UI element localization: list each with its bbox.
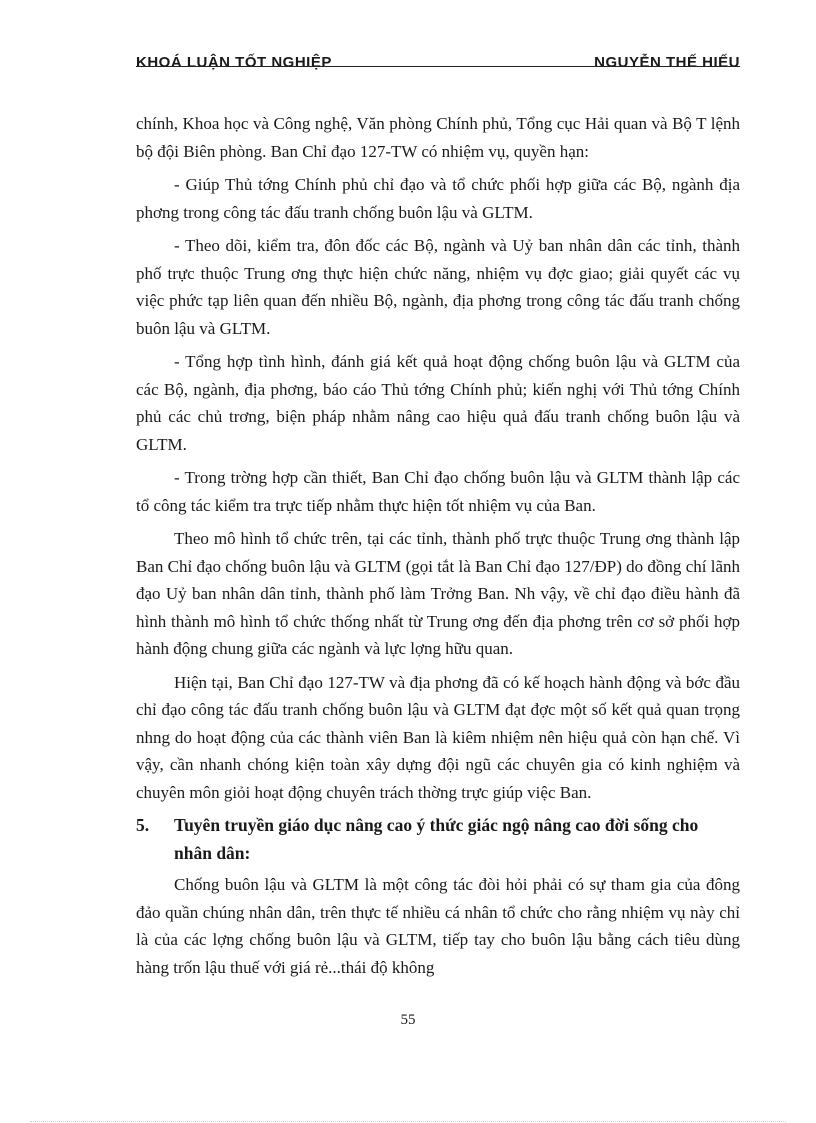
section-number: 5. [136, 815, 150, 835]
section-heading [136, 812, 740, 867]
header-thesis-title: KHOÁ LUẬN TỐT NGHIỆP [136, 54, 332, 71]
page-body [136, 110, 740, 987]
section-title: Tuyên truyền giáo dục nâng cao ý thức giác ngộ nâng cao đời sống cho nhân dân: [174, 815, 699, 863]
paragraph-continuation: chính, Khoa học và Công nghệ, Văn phòng Chính phủ, Tổng cục Hải quan và Bộ T lệnh bộ đội Biên phòng. Ban Chỉ đạo 127-TW có nhiệm vụ, quyền hạn: [136, 114, 740, 161]
header-rule [136, 66, 740, 67]
page-bottom-border [30, 1121, 786, 1122]
paragraph-duty-3: - Tổng hợp tình hình, đánh giá kết quả hoạt động chống buôn lậu và GLTM của các Bộ, ngành, địa phơng, báo cáo Thủ tớng Chính phủ; kiến nghị với Thủ tớng Chính phủ các chủ trơng, biện pháp nhằm nâng cao hiệu quả đấu tranh chống buôn lậu và GLTM. [136, 352, 740, 454]
header-author-name: NGUYỄN THẾ HIẾU [594, 54, 740, 71]
paragraph-duty-2: - Theo dõi, kiểm tra, đôn đốc các Bộ, ngành và Uỷ ban nhân dân các tỉnh, thành phố trực thuộc Trung ơng thực hiện chức năng, nhiệm vụ đợc giao; giải quyết các vụ việc phức tạp liên quan đến nhiều Bộ, ngành, địa phơng trong công tác đấu tranh chống buôn lậu và GLTM. [136, 236, 740, 338]
paragraph-duty-1: - Giúp Thủ tớng Chính phủ chỉ đạo và tổ chức phối hợp giữa các Bộ, ngành địa phơng trong công tác đấu tranh chống buôn lậu và GLTM. [136, 175, 740, 222]
paragraph-current-status: Hiện tại, Ban Chỉ đạo 127-TW và địa phơng đã có kế hoạch hành động và bớc đầu chỉ đạo công tác đấu tranh chống buôn lậu và GLTM đạt đợc một số kết quả quan trọng nhng do hoạt động của các thành viên Ban là kiêm nhiệm nên hiệu quả còn hạn chế. Vì vậy, cần nhanh chóng kiện toàn xây dựng đội ngũ các chuyên gia có kinh nghiệm và chuyên môn giỏi hoạt động chuyên trách thờng trực giúp việc Ban. [136, 672, 740, 802]
page-header [136, 50, 740, 74]
paragraph-organization-model: Theo mô hình tổ chức trên, tại các tỉnh, thành phố trực thuộc Trung ơng thành lập Ban Chỉ đạo chống buôn lậu và GLTM (gọi tắt là Ban Chỉ đạo 127/ĐP) do đồng chí lãnh đạo Uỷ ban nhân dân tỉnh, thành phố làm Trởng Ban. Nh vậy, về chỉ đạo điều hành đã hình thành mô hình tổ chức thống nhất từ Trung ơng đến địa phơng trên cơ sở phối hợp hành động chung giữa các ngành và lực lợng hữu quan. [136, 529, 740, 658]
paragraph-section-body: Chống buôn lậu và GLTM là một công tác đòi hỏi phải có sự tham gia của đông đảo quần chúng nhân dân, trên thực tế nhiều cá nhân tổ chức cho rằng nhiệm vụ này chỉ là của các lợng chống buôn lậu và GLTM, tiếp tay cho buôn lậu bằng cách tiêu dùng hàng trốn lậu thuế với giá rẻ...thái độ không [136, 875, 740, 977]
page-number: 55 [400, 1012, 416, 1028]
paragraph-duty-4: - Trong trờng hợp cần thiết, Ban Chỉ đạo chống buôn lậu và GLTM thành lập các tổ công tác kiểm tra trực tiếp nhằm thực hiện tốt nhiệm vụ của Ban. [136, 468, 740, 515]
